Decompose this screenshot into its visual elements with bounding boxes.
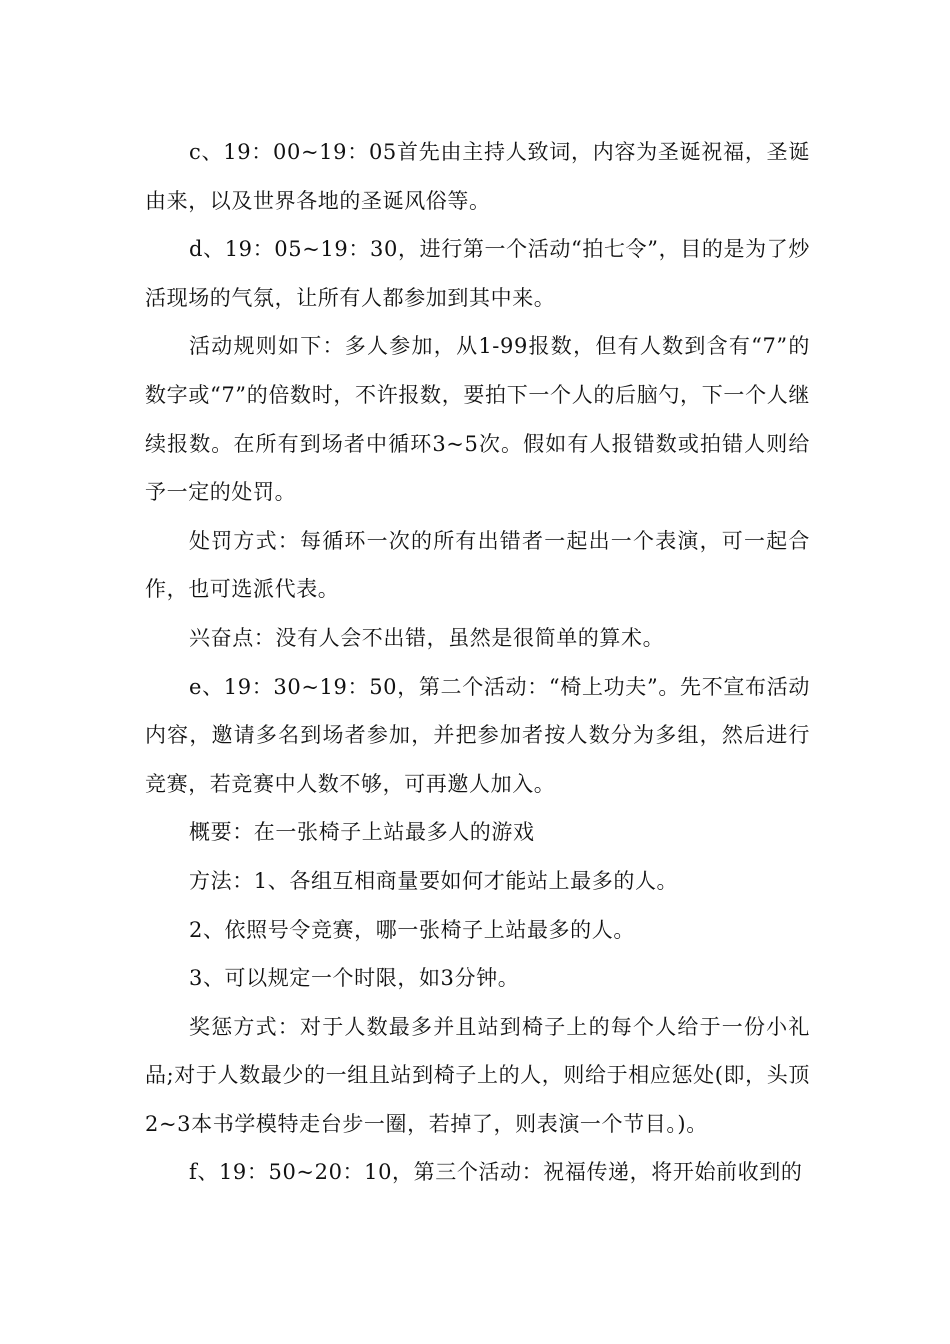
paragraph-excitement-point: 兴奋点：没有人会不出错，虽然是很简单的算术。 [189,625,665,650]
paragraph-method-one: 方法：1、各组互相商量要如何才能站上最多的人。 [189,868,679,893]
paragraph-opening-speech: c、19：00~19：05首先由主持人致词，内容为圣诞祝福，圣诞由来，以及世界各地的圣诞风俗等。 [145,140,810,213]
paragraph-summary: 概要：在一张椅子上站最多人的游戏 [189,820,535,845]
paragraph-activity-one: d、19：05~19：30，进行第一个活动“拍七令”，目的是为了炒活现场的气氛，让所有人都参加到其中来。 [145,237,810,310]
paragraph-penalty: 处罚方式：每循环一次的所有出错者一起出一个表演，可一起合作，也可选派代表。 [145,528,810,602]
paragraph-method-three: 3、可以规定一个时限，如3分钟。 [189,966,520,991]
paragraph-rewards-penalties: 奖惩方式：对于人数最多并且站到椅子上的每个人给于一份小礼品;对于人数最少的一组且站到椅子上的人，则给于相应惩处(即，头顶2~3本书学模特走台步一圈，若掉了，则表演一个节目。)。 [145,1014,810,1136]
paragraph-activity-three: f、19：50~20：10，第三个活动：祝福传递，将开始前收到的 [189,1160,803,1185]
document-body [145,128,810,1197]
paragraph-activity-two: e、19：30~19：50，第二个活动：“椅上功夫”。先不宣布活动内容，邀请多名到场者参加，并把参加者按人数分为多组，然后进行竞赛，若竞赛中人数不够，可再邀人加入。 [145,674,810,796]
paragraph-method-two: 2、依照号令竞赛，哪一张椅子上站最多的人。 [189,917,635,942]
paragraph-activity-rules: 活动规则如下：多人参加，从1-99报数，但有人数到含有“7”的数字或“7”的倍数时，不许报数，要拍下一个人的后脑勺，下一个人继续报数。在所有到场者中循环3~5次。假如有人报错数或拍错人则给予一定的处罚。 [145,334,810,505]
